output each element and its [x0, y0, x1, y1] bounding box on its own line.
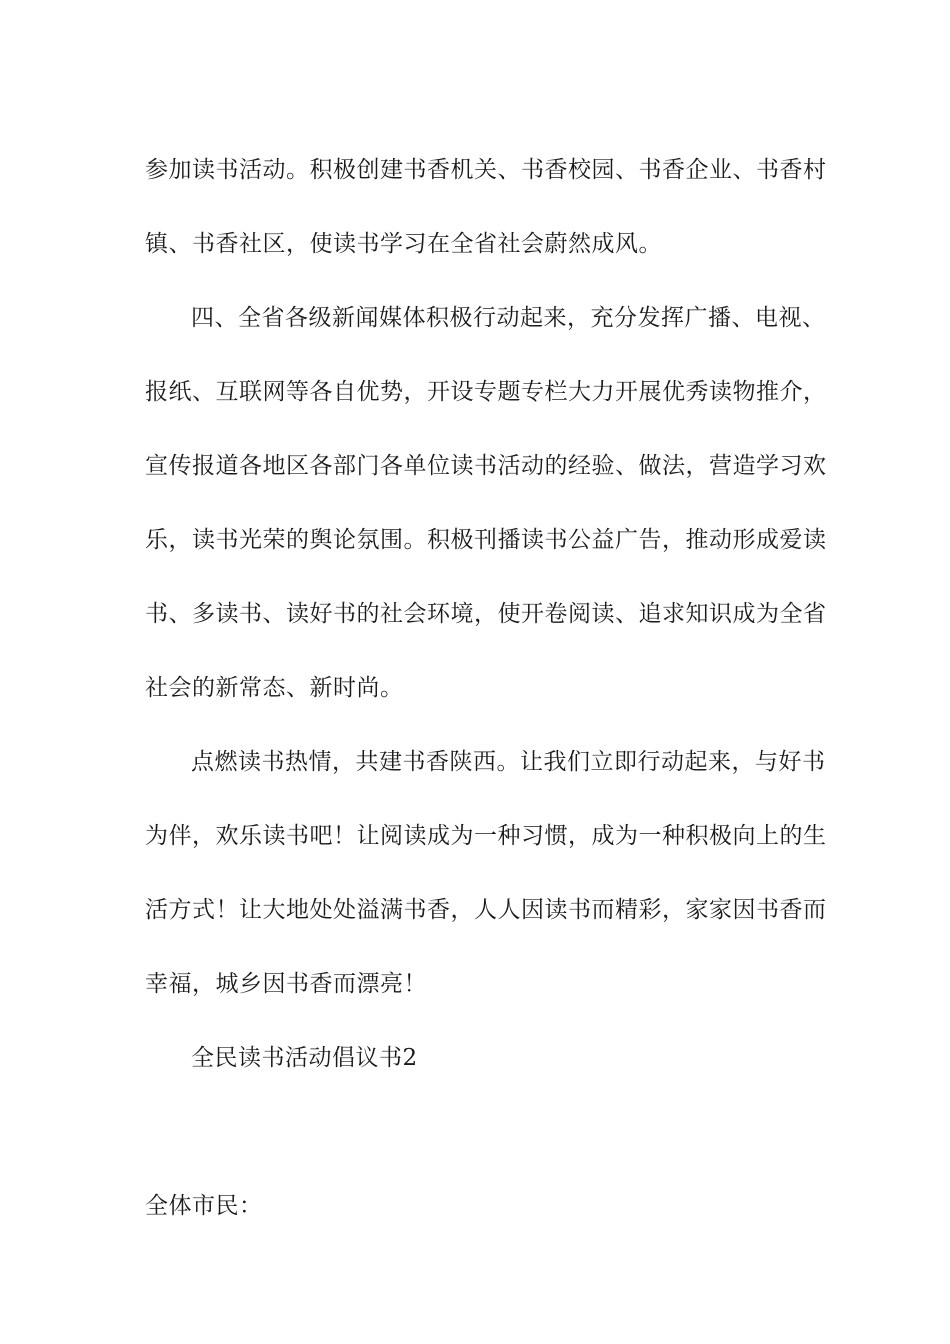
salutation: 全体市民：: [145, 1193, 263, 1219]
paragraph-line: 社会的新常态、新时尚。: [145, 675, 404, 701]
paragraph-line: 镇、书香社区，使读书学习在全省社会蔚然成风。: [145, 231, 662, 257]
paragraph-line: 四、全省各级新闻媒体积极行动起来，充分发挥广播、电视、: [191, 305, 826, 331]
paragraph-line: 书、多读书、读好书的社会环境，使开卷阅读、追求知识成为全省: [145, 601, 827, 627]
document-body: [145, 133, 827, 1243]
paragraph-line: 参加读书活动。积极创建书香机关、书香校园、书香企业、书香村: [145, 157, 827, 183]
paragraph-line: 报纸、互联网等各自优势，开设专题专栏大力开展优秀读物推介，: [145, 379, 827, 405]
paragraph-line: 宣传报道各地区各部门各单位读书活动的经验、做法，营造学习欢: [145, 453, 827, 479]
paragraph-line: 点燃读书热情，共建书香陕西。让我们立即行动起来，与好书: [191, 749, 826, 775]
paragraph-line: 活方式！让大地处处溢满书香，人人因读书而精彩，家家因书香而: [145, 897, 827, 923]
document-heading: 全民读书活动倡议书2: [191, 1045, 418, 1071]
paragraph-line: 为伴，欢乐读书吧！让阅读成为一种习惯，成为一种积极向上的生: [145, 823, 827, 849]
paragraph-line: 幸福，城乡因书香而漂亮！: [145, 971, 427, 997]
paragraph-line: 乐，读书光荣的舆论氛围。积极刊播读书公益广告，推动形成爱读: [145, 527, 827, 553]
